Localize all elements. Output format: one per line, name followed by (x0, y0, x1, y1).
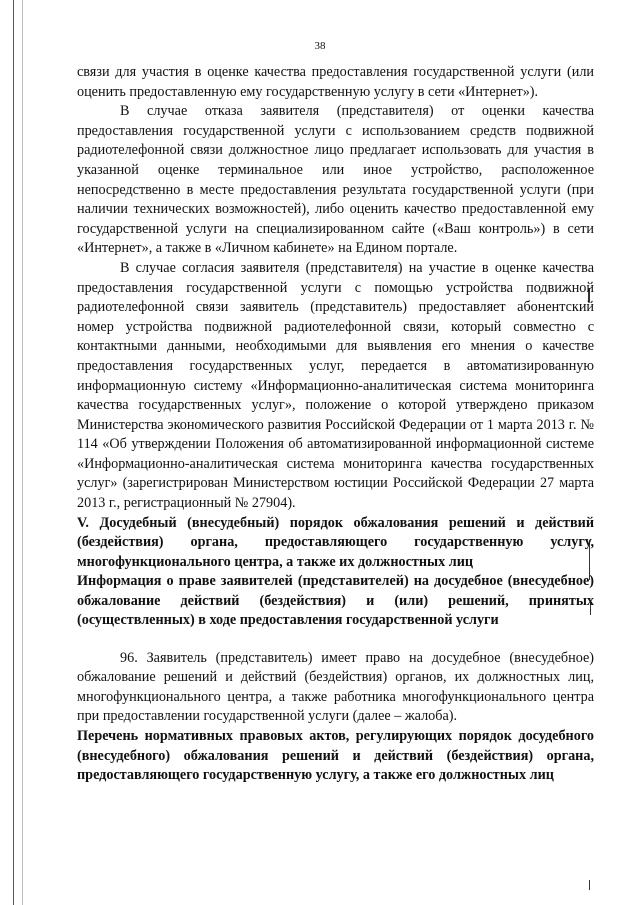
scan-edge-line-faint (22, 0, 23, 905)
subheading-acts: Перечень нормативных правовых актов, регулирующих порядок досудебного (внесудебного) обжалования решений и действий (бездействия) органа, предоставляющего государственную услугу, а также его должностных лиц (77, 728, 594, 784)
page-number: 38 (314, 40, 326, 52)
paragraph-refusal: В случае отказа заявителя (представителя) от оценки качества предоставления государственной услуги с использованием средств подвижной радиотелефонной связи должностное лицо предлагает использовать для участия в указанной оценке терминальное или иное устройство, расположенное непосредственно в месте предоставления результата государственной услуги (при наличии технических возможностей), либо оценить качество предоставленной ему государственной услуги на специализированном сайте («Ваш контроль») в сети «Интернет», а также в «Личном кабинете» на Едином портале. (77, 103, 594, 257)
scan-margin-mark (589, 880, 590, 890)
section-heading: V. Досудебный (внесудебный) порядок обжалования решений и действий (бездействия) органа, предоставляющего государственную услугу, многофункционального центра, а также их должностных лиц (77, 514, 594, 570)
paragraph-96: 96. Заявитель (представитель) имеет право на досудебное (внесудебное) обжалование решений и действий (бездействия) органов, их должностных лиц, многофункционального центра, а также работника многофункционального центра при предоставлении государственной услуги (далее – жалоба). (77, 649, 594, 725)
document-body (77, 63, 594, 786)
paragraph-consent: В случае согласия заявителя (представителя) на участие в оценке качества предоставления государственной услуги с помощью устройства подвижной радиотелефонной связи заявитель (представитель) предоставляет абонентский номер устройства подвижной радиотелефонной связи, который совместно с контактными данными, необходимыми для выявления его мнения о качестве предоставления государственных услуг, передается в автоматизированную информационную систему «Информационно-аналитическая система мониторинга качества государственных услуг», положение о которой утверждено приказом Министерства экономического развития Российской Федерации от 1 марта 2013 г. № 114 «Об утверждении Положения об автоматизированной информационной системе «Информационно-аналитическая система мониторинга качества государственных услуг» (зарегистрирован Министерством юстиции Российской Федерации 27 марта 2013 г., регистрационный № 27904). (77, 259, 594, 512)
scan-edge-line (13, 0, 14, 905)
subheading-rights: Информация о праве заявителей (представителей) на досудебное (внесудебное) обжалование действий (бездействия) и (или) решений, принятых (осуществленных) в ходе предоставления государственной услуги (77, 573, 594, 629)
paragraph-continuation: связи для участия в оценке качества предоставления государственной услуги (или оценить предоставленную ему государственную услугу в сети «Интернет»). (77, 64, 594, 100)
